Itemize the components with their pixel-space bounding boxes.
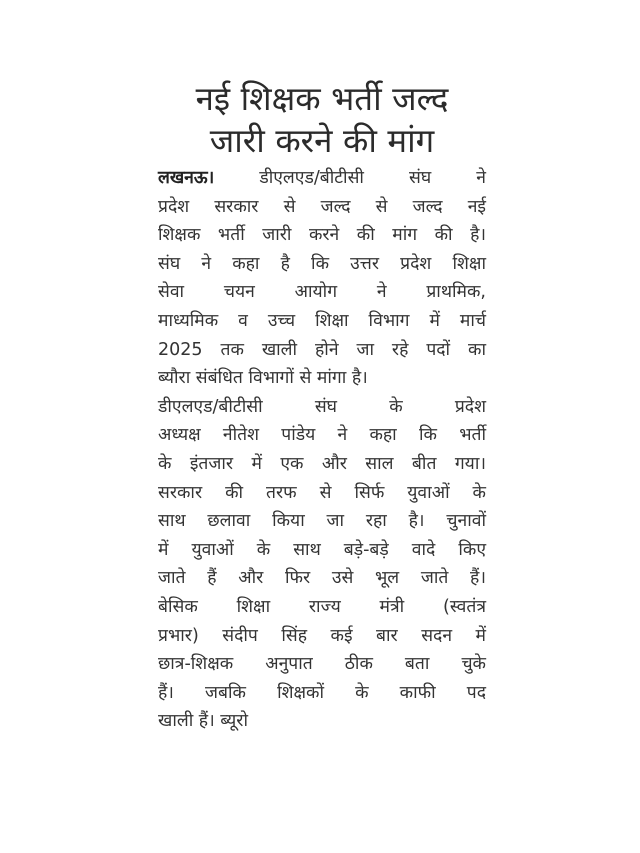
- body-line: खाली हैं। ब्यूरो: [158, 711, 248, 732]
- headline-line-2: जारी करने की मांग: [209, 121, 435, 160]
- body-line: सरकार की तरफ से सिर्फ युवाओं के: [158, 482, 486, 503]
- body-line: 2025 तक खाली होने जा रहे पदों का: [158, 339, 486, 360]
- body-line: प्रभार) संदीप सिंह कई बार सदन में: [158, 625, 486, 646]
- body-line: सेवा चयन आयोग ने प्राथमिक,: [158, 282, 486, 303]
- body-line: जाते हैं और फिर उसे भूल जाते हैं।: [158, 568, 486, 589]
- body-line: में युवाओं के साथ बड़े-बड़े वादे किए: [158, 539, 486, 560]
- article-body: [158, 164, 486, 736]
- headline-line-1: नई शिक्षक भर्ती जल्द: [195, 79, 449, 118]
- body-line: के इंतजार में एक और साल बीत गया।: [158, 453, 486, 474]
- body-line: डीएलएड/बीटीसी संघ के प्रदेश: [158, 396, 486, 417]
- body-line: हैं। जबकि शिक्षकों के काफी पद: [158, 682, 486, 703]
- body-line: बेसिक शिक्षा राज्य मंत्री (स्वतंत्र: [158, 596, 486, 617]
- body-line: छात्र-शिक्षक अनुपात ठीक बता चुके: [158, 654, 486, 675]
- headline: [158, 78, 486, 162]
- body-line: माध्यमिक व उच्च शिक्षा विभाग में मार्च: [158, 310, 486, 331]
- body-line: संघ ने कहा है कि उत्तर प्रदेश शिक्षा: [158, 253, 486, 274]
- body-line: अध्यक्ष नीतेश पांडेय ने कहा कि भर्ती: [158, 425, 486, 446]
- body-line: प्रदेश सरकार से जल्द से जल्द नई: [158, 196, 486, 217]
- body-line: ब्यौरा संबंधित विभागों से मांगा है।: [158, 368, 368, 389]
- body-line: साथ छलावा किया जा रहा है। चुनावों: [158, 511, 486, 532]
- body-line: लखनऊ। डीएलएड/बीटीसी संघ ने: [158, 168, 486, 188]
- dateline: लखनऊ।: [158, 168, 215, 188]
- body-line: शिक्षक भर्ती जारी करने की मांग की है।: [158, 225, 486, 246]
- news-clipping: [158, 78, 486, 736]
